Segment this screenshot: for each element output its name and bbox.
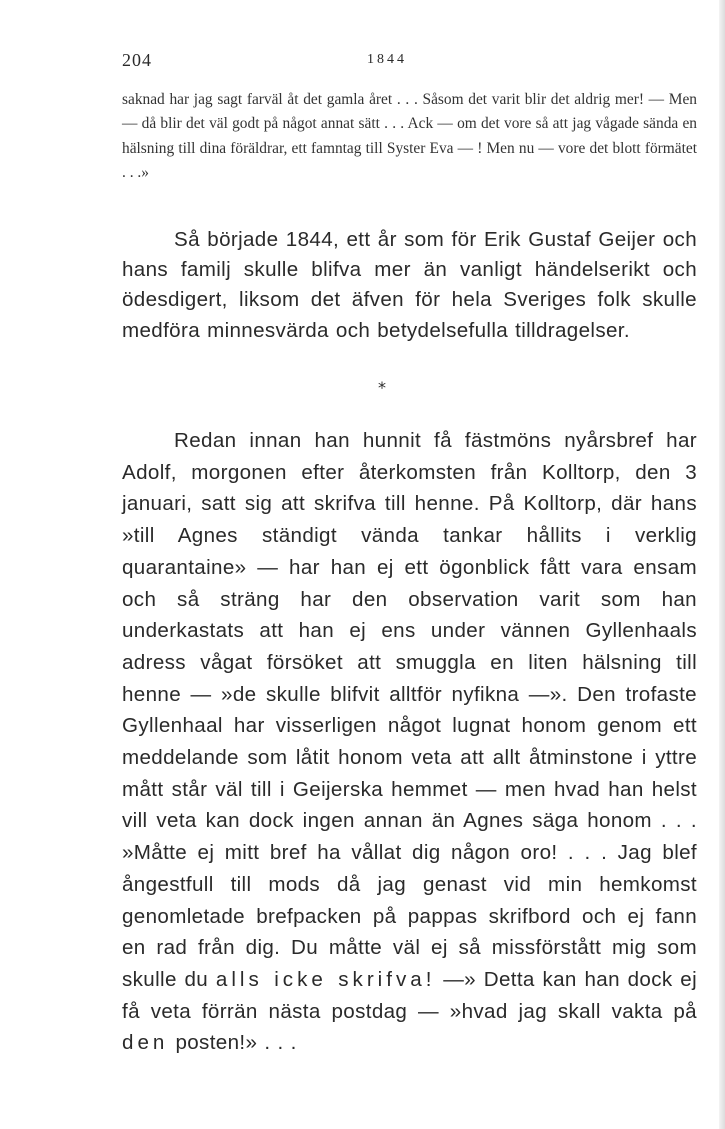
letter-excerpt-text: saknad har jag sagt farväl åt det gamla året . . . Såsom det varit blir det aldrig mer! — Men — då blir det väl godt på något annat sätt . . . Ack — om det vore så att jag vågade sända en hälsning till dina föräldrar, ett famntag till Syster Eva — ! Men nu — vore det blott förmätet . . .» [122, 91, 697, 182]
paragraph-1 [122, 225, 697, 346]
paragraph-1-text: Så började 1844, ett år som för Erik Gustaf Geijer och hans familj skulle blifva mer än vanligt händelserikt och ödesdigert, liksom det äfven för hela Sveriges folk skulle medföra minnesvärda och betydelsefulla tilldragelser. [122, 228, 697, 342]
page-header [122, 50, 702, 74]
section-separator-asterisk: * [378, 378, 386, 397]
paragraph-2-emphasis-2: den [122, 1031, 169, 1055]
letter-excerpt [122, 88, 697, 208]
paragraph-2-text-part-2: —» Detta kan han dock ej få veta förrän nästa postdag — »hvad jag skall vakta på [122, 967, 698, 1023]
paragraph-2-text-part-3: posten!» . . . [175, 1031, 297, 1055]
page-edge-shadow [719, 0, 725, 1129]
running-head-year: 1844 [367, 52, 407, 67]
paragraph-2-text-part-1: Redan innan han hunnit få fästmöns nyårsbref har Adolf, morgonen efter återkomsten från Kolltorp, den 3 januari, satt sig att skrifva till henne. På Kolltorp, där hans »till Agnes ständigt vända tankar hållits i verklig quarantaine» — har han ej ett ögonblick fått vara ensam och så sträng har den observation varit som han underkastats att han ej ens under vännen Gyllenhaals adress vågat försöket att smuggla en liten hälsning till henne — »de skulle blifvit alltför nyfikna —». Den trofaste Gyllenhaal har visserligen något lugnat honom genom ett meddelande som låtit honom veta att allt åtminstone i yttre mått står väl till i Geijerska hemmet — men hvad han helst vill veta kan dock ingen annan än Agnes säga honom . . . »Måtte ej mitt bref ha vållat dig någon oro! . . . Jag blef ångestfull till mods då jag genast vid min hemkomst genomletade brefpacken på pappas skrifbord och ej fann en rad från dig. Du måtte väl ej så missförstått mig som skulle du [122, 429, 697, 991]
page-number: 204 [122, 50, 152, 70]
paragraph-2 [122, 425, 697, 1059]
paragraph-2-emphasis-1: alls icke skrifva! [215, 967, 436, 991]
